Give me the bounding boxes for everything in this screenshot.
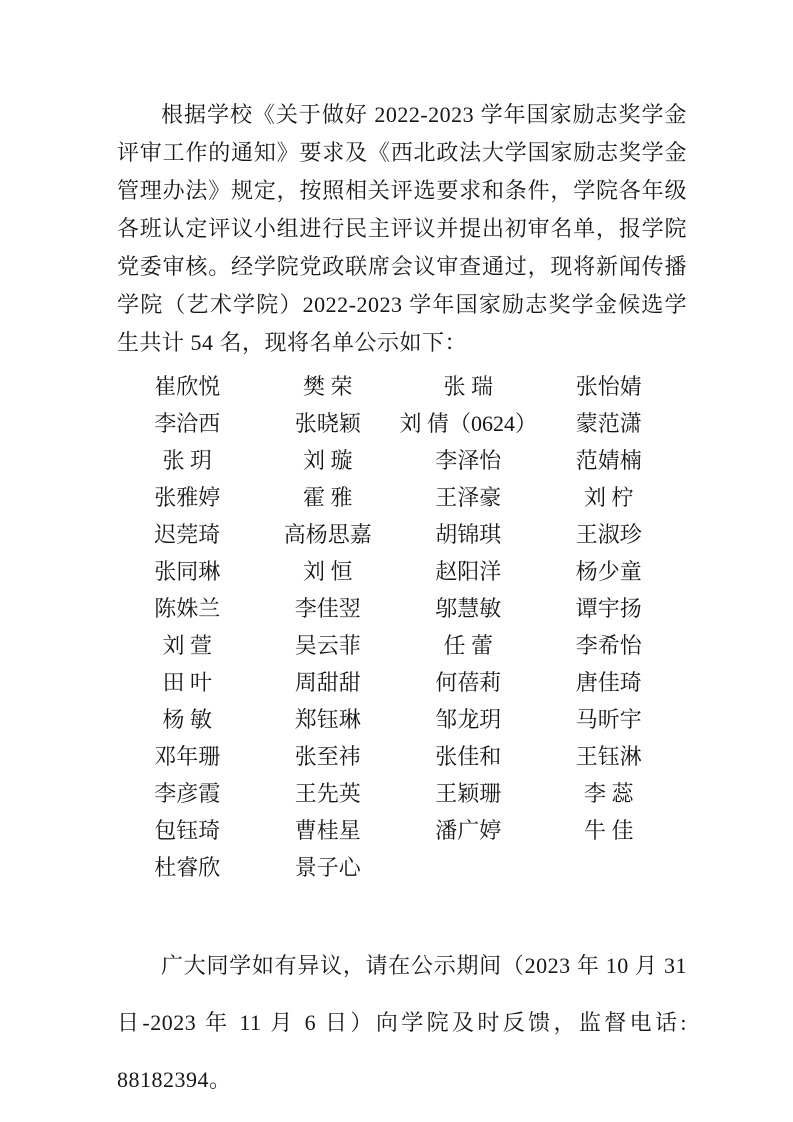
- candidate-name: 邓年珊: [154, 744, 221, 769]
- candidate-name: 刘 倩（0624）: [399, 411, 537, 436]
- candidate-name: 霍 雅: [302, 485, 353, 510]
- candidate-name: 王先英: [294, 781, 361, 806]
- candidate-name: 何蓓莉: [435, 670, 502, 695]
- intro-paragraph: 根据学校《关于做好 2022-2023 学年国家励志奖学金评审工作的通知》要求及《西北政法大学国家励志奖学金管理办法》规定，按照相关评选要求和条件，学院各年级各班认定评议小组进行民主评议并提出初审名单，报学院党委审核。经学院党政联席会议审查通过，现将新闻传播学院（艺术学院）2022-2023 学年国家励志奖学金候选学生共计 54 名，现将名单公示如下：: [117, 102, 687, 355]
- candidate-name: 杜睿欣: [154, 855, 221, 880]
- candidate-name: 周甜甜: [294, 670, 361, 695]
- candidate-name: 张佳和: [435, 744, 502, 769]
- candidate-name: 张晓颖: [294, 411, 361, 436]
- candidate-name: 王钰淋: [575, 744, 642, 769]
- candidate-name: 邬慧敏: [435, 596, 502, 621]
- empty-cell: [398, 848, 539, 885]
- candidate-name: 杨少童: [575, 559, 642, 584]
- candidate-name: 张 玥: [162, 448, 212, 473]
- candidate-name: 景子心: [294, 855, 361, 880]
- candidate-name: 张雅婷: [154, 485, 221, 510]
- candidate-name: 李希怡: [575, 633, 642, 658]
- candidate-name: 李 蕊: [583, 781, 634, 806]
- candidate-name: 李彦霞: [154, 781, 221, 806]
- candidate-name: 刘 璇: [302, 448, 353, 473]
- candidate-name: 崔欣悦: [154, 374, 221, 399]
- candidate-name: 吴云菲: [294, 633, 361, 658]
- candidate-name: 马昕宇: [575, 707, 642, 732]
- candidate-name: 任 蕾: [443, 633, 493, 658]
- closing-paragraph: 广大同学如有异议，请在公示期间（2023 年 10 月 31 日-2023 年 11 月 6 日）向学院及时反馈，监督电话: 88182394。: [117, 953, 687, 1092]
- candidate-name: 陈姝兰: [154, 596, 221, 621]
- candidate-name-list: [117, 367, 679, 885]
- candidate-name: 曹桂星: [294, 818, 361, 843]
- candidate-name: 王淑珍: [575, 522, 642, 547]
- candidate-name: 王颖珊: [435, 781, 502, 806]
- candidate-name: 李佳翌: [294, 596, 361, 621]
- candidate-name: 田 叶: [162, 670, 212, 695]
- candidate-name: 蒙范潇: [575, 411, 642, 436]
- candidate-name: 张同琳: [154, 559, 221, 584]
- empty-cell: [539, 848, 680, 885]
- candidate-name: 刘 恒: [302, 559, 353, 584]
- candidate-name: 高杨思嘉: [283, 522, 372, 547]
- candidate-name: 张怡婧: [575, 374, 642, 399]
- candidate-name: 刘 萱: [162, 633, 212, 658]
- candidate-name: 包钰琦: [154, 818, 221, 843]
- candidate-name: 谭宇扬: [575, 596, 642, 621]
- candidate-name: 迟莞琦: [154, 522, 221, 547]
- candidate-name: 王泽豪: [435, 485, 502, 510]
- candidate-name: 张至祎: [294, 744, 361, 769]
- candidate-name: 郑钰琳: [294, 707, 361, 732]
- candidate-name: 胡锦琪: [435, 522, 502, 547]
- candidate-name: 潘广婷: [435, 818, 502, 843]
- candidate-name: 刘 柠: [583, 485, 634, 510]
- candidate-name: 牛 佳: [583, 818, 634, 843]
- candidate-name: 张 瑞: [443, 374, 493, 399]
- candidate-name: 李洽西: [154, 411, 221, 436]
- candidate-name: 唐佳琦: [575, 670, 642, 695]
- candidate-name: 邹龙玥: [435, 707, 502, 732]
- candidate-name: 杨 敏: [162, 707, 212, 732]
- candidate-name: 赵阳洋: [435, 559, 502, 584]
- candidate-name: 范婧楠: [575, 448, 642, 473]
- candidate-name: 李泽怡: [435, 448, 502, 473]
- candidate-name: 樊 荣: [302, 374, 353, 399]
